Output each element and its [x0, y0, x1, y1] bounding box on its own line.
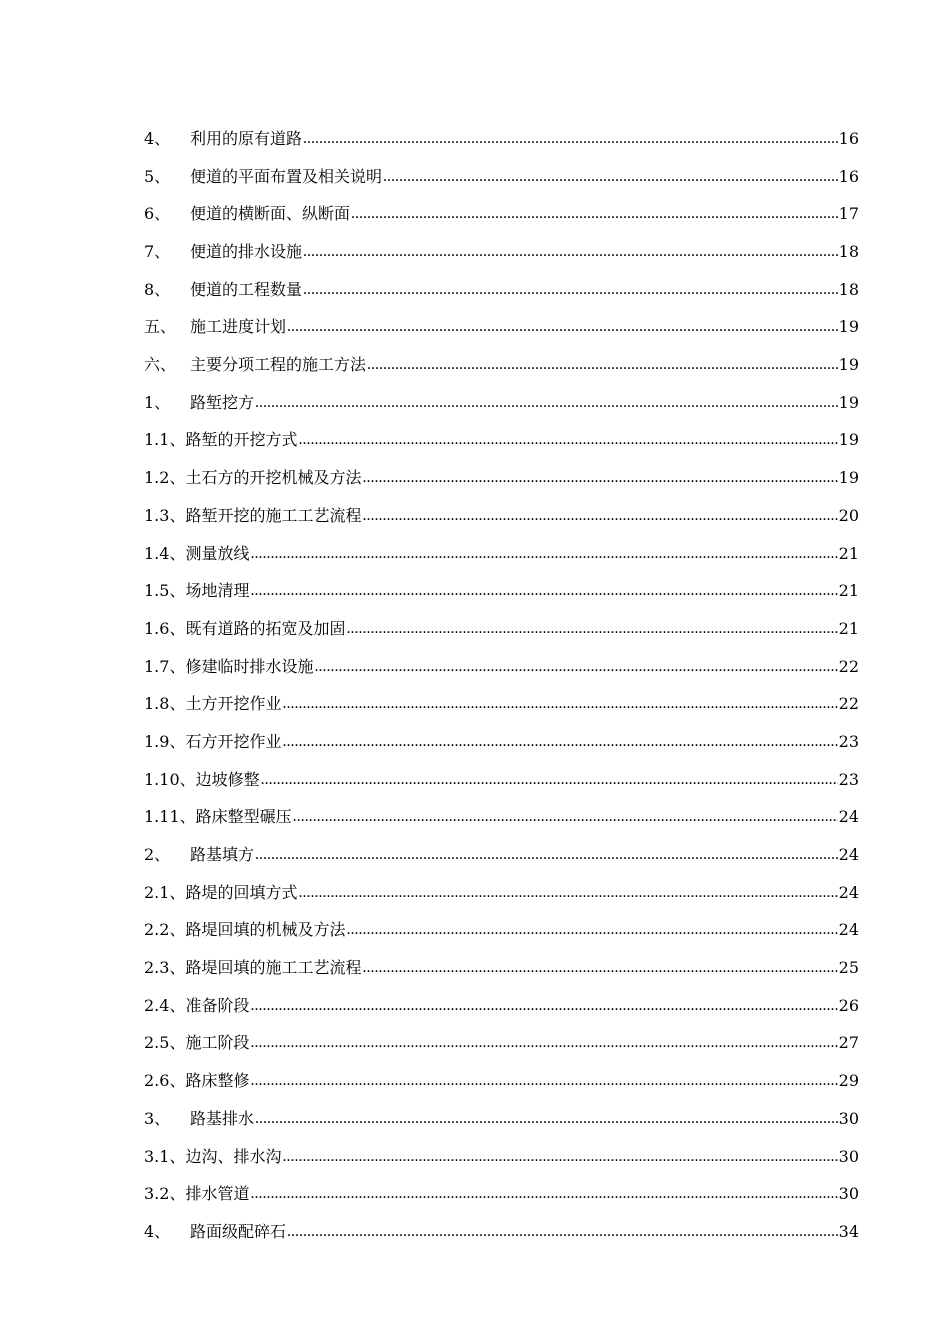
toc-entry-title: 测量放线: [185, 543, 250, 563]
toc-entry-number: 7、: [144, 242, 171, 262]
dot-leader: [303, 120, 838, 158]
toc-entry[interactable]: [144, 233, 859, 271]
toc-entry-page: 22: [838, 656, 859, 676]
toc-entry-page: 29: [838, 1071, 859, 1091]
toc-entry-page: 34: [838, 1221, 859, 1241]
dot-leader: [298, 874, 837, 912]
toc-entry[interactable]: [144, 308, 859, 346]
dot-leader: [250, 1175, 837, 1213]
toc-entry[interactable]: [144, 723, 859, 761]
toc-entry[interactable]: [144, 384, 859, 422]
toc-entry-title: 路床整修: [185, 1071, 250, 1091]
toc-entry-number: 1.9、: [144, 731, 186, 751]
toc-entry-page: 18: [838, 242, 859, 262]
toc-entry-page: 19: [838, 355, 859, 375]
dot-leader: [298, 422, 837, 460]
toc-entry-page: 18: [838, 279, 859, 299]
toc-entry-title: 便道的平面布置及相关说明: [190, 166, 383, 186]
toc-entry-number: 6、: [144, 204, 171, 224]
toc-entry-title: 便道的工程数量: [190, 279, 303, 299]
toc-entry-number: 1.3、: [144, 505, 186, 525]
toc-entry-number: 2.5、: [144, 1033, 186, 1053]
toc-entry-title: 主要分项工程的施工方法: [190, 355, 367, 375]
toc-entry[interactable]: [144, 685, 859, 723]
toc-entry-page: 30: [838, 1108, 859, 1128]
toc-entry-number: 8、: [144, 279, 171, 299]
dot-leader: [255, 1100, 838, 1138]
toc-entry-title: 路基排水: [190, 1108, 255, 1128]
toc-entry-number: 1.6、: [144, 618, 186, 638]
dot-leader: [287, 308, 838, 346]
dot-leader: [293, 798, 838, 836]
toc-entry-number: 1.4、: [144, 543, 186, 563]
toc-entry-title: 排水管道: [185, 1184, 250, 1204]
toc-entry-title: 路基填方: [190, 845, 255, 865]
dot-leader: [367, 346, 838, 384]
toc-entry-title: 便道的横断面、纵断面: [190, 204, 351, 224]
toc-entry-page: 24: [838, 807, 859, 827]
toc-entry-title: 修建临时排水设施: [185, 656, 314, 676]
toc-entry-title: 边沟、排水沟: [185, 1146, 282, 1166]
toc-entry-number: 2.3、: [144, 958, 186, 978]
toc-entry-number: 1.10、: [144, 769, 196, 789]
toc-entry[interactable]: [144, 1062, 859, 1100]
toc-entry-number: 六、: [144, 355, 177, 375]
toc-entry-page: 27: [838, 1033, 859, 1053]
dot-leader: [346, 610, 837, 648]
toc-entry-number: 4、: [144, 128, 171, 148]
toc-entry[interactable]: [144, 987, 859, 1025]
dot-leader: [250, 1062, 837, 1100]
toc-entry[interactable]: [144, 1100, 859, 1138]
toc-entry-title: 施工阶段: [185, 1033, 250, 1053]
dot-leader: [383, 158, 838, 196]
toc-entry[interactable]: [144, 422, 859, 460]
toc-entry[interactable]: [144, 1175, 859, 1213]
toc-entry-title: 路堑开挖的施工工艺流程: [185, 505, 362, 525]
toc-entry-page: 30: [838, 1184, 859, 1204]
table-of-contents: [144, 120, 859, 1251]
toc-entry-page: 21: [838, 618, 859, 638]
dot-leader: [303, 233, 838, 271]
dot-leader: [250, 535, 837, 573]
toc-entry[interactable]: [144, 535, 859, 573]
dot-leader: [303, 271, 838, 309]
toc-entry-page: 30: [838, 1146, 859, 1166]
toc-entry[interactable]: [144, 497, 859, 535]
toc-entry-number: 2.6、: [144, 1071, 186, 1091]
toc-entry-page: 25: [838, 958, 859, 978]
toc-entry-title: 边坡修整: [195, 769, 260, 789]
toc-entry[interactable]: [144, 648, 859, 686]
toc-entry-page: 21: [838, 581, 859, 601]
dot-leader: [282, 723, 837, 761]
toc-entry[interactable]: [144, 1138, 859, 1176]
toc-entry-page: 23: [838, 731, 859, 751]
toc-entry[interactable]: [144, 572, 859, 610]
toc-entry-page: 17: [838, 204, 859, 224]
dot-leader: [351, 195, 838, 233]
toc-entry-page: 16: [838, 166, 859, 186]
toc-entry-number: 1.5、: [144, 581, 186, 601]
toc-entry-title: 土方开挖作业: [185, 694, 282, 714]
toc-entry[interactable]: [144, 949, 859, 987]
toc-entry-number: 1.1、: [144, 430, 186, 450]
toc-entry[interactable]: [144, 1025, 859, 1063]
toc-entry[interactable]: [144, 346, 859, 384]
toc-entry-title: 路堤的回填方式: [185, 882, 298, 902]
toc-entry-number: 4、: [144, 1221, 171, 1241]
dot-leader: [362, 459, 837, 497]
toc-entry-page: 26: [838, 995, 859, 1015]
toc-entry-title: 路床整型碾压: [195, 807, 292, 827]
toc-entry-page: 19: [838, 317, 859, 337]
toc-entry-title: 路堑挖方: [190, 392, 255, 412]
toc-entry-page: 20: [838, 505, 859, 525]
toc-entry-title: 准备阶段: [185, 995, 250, 1015]
toc-entry-number: 1.8、: [144, 694, 186, 714]
toc-entry-number: 2、: [144, 845, 171, 865]
toc-entry-title: 路堤回填的施工工艺流程: [185, 958, 362, 978]
toc-entry[interactable]: [144, 798, 859, 836]
toc-entry-page: 19: [838, 392, 859, 412]
toc-entry-title: 路堑的开挖方式: [185, 430, 298, 450]
toc-entry[interactable]: [144, 836, 859, 874]
dot-leader: [255, 384, 838, 422]
dot-leader: [287, 1213, 838, 1251]
toc-entry-page: 24: [838, 845, 859, 865]
toc-entry[interactable]: [144, 120, 859, 158]
toc-entry-page: 24: [838, 882, 859, 902]
toc-entry-title: 既有道路的拓宽及加固: [185, 618, 346, 638]
toc-entry[interactable]: [144, 271, 859, 309]
toc-entry-number: 3、: [144, 1108, 171, 1128]
toc-entry-title: 石方开挖作业: [185, 731, 282, 751]
toc-entry[interactable]: [144, 1213, 859, 1251]
toc-entry-title: 路堤回填的机械及方法: [185, 920, 346, 940]
toc-entry-number: 3.1、: [144, 1146, 186, 1166]
dot-leader: [362, 497, 837, 535]
toc-entry-title: 场地清理: [185, 581, 250, 601]
toc-entry-number: 2.4、: [144, 995, 186, 1015]
toc-entry-number: 五、: [144, 317, 177, 337]
toc-entry-title: 利用的原有道路: [190, 128, 303, 148]
toc-entry-page: 21: [838, 543, 859, 563]
toc-entry[interactable]: [144, 761, 859, 799]
dot-leader: [346, 911, 837, 949]
toc-entry-page: 22: [838, 694, 859, 714]
toc-entry[interactable]: [144, 158, 859, 196]
toc-entry-number: 2.1、: [144, 882, 186, 902]
toc-entry[interactable]: [144, 459, 859, 497]
toc-entry-page: 24: [838, 920, 859, 940]
toc-entry-number: 1.2、: [144, 468, 186, 488]
toc-entry-number: 3.2、: [144, 1184, 186, 1204]
dot-leader: [261, 761, 838, 799]
toc-entry[interactable]: [144, 610, 859, 648]
dot-leader: [282, 1138, 837, 1176]
toc-entry-title: 路面级配碎石: [190, 1221, 287, 1241]
toc-entry-number: 5、: [144, 166, 171, 186]
toc-entry-number: 1.7、: [144, 656, 186, 676]
toc-entry-title: 便道的排水设施: [190, 242, 303, 262]
dot-leader: [314, 648, 837, 686]
dot-leader: [362, 949, 837, 987]
toc-entry-title: 土石方的开挖机械及方法: [185, 468, 362, 488]
toc-entry-page: 23: [838, 769, 859, 789]
toc-entry-number: 1.11、: [144, 807, 196, 827]
toc-entry-number: 1、: [144, 392, 171, 412]
dot-leader: [282, 685, 837, 723]
toc-entry[interactable]: [144, 874, 859, 912]
toc-entry-page: 19: [838, 468, 859, 488]
toc-entry[interactable]: [144, 195, 859, 233]
toc-entry-page: 16: [838, 128, 859, 148]
dot-leader: [255, 836, 838, 874]
dot-leader: [250, 1025, 837, 1063]
dot-leader: [250, 987, 837, 1025]
dot-leader: [250, 572, 837, 610]
toc-entry-number: 2.2、: [144, 920, 186, 940]
toc-entry-title: 施工进度计划: [190, 317, 287, 337]
toc-entry[interactable]: [144, 911, 859, 949]
toc-entry-page: 19: [838, 430, 859, 450]
